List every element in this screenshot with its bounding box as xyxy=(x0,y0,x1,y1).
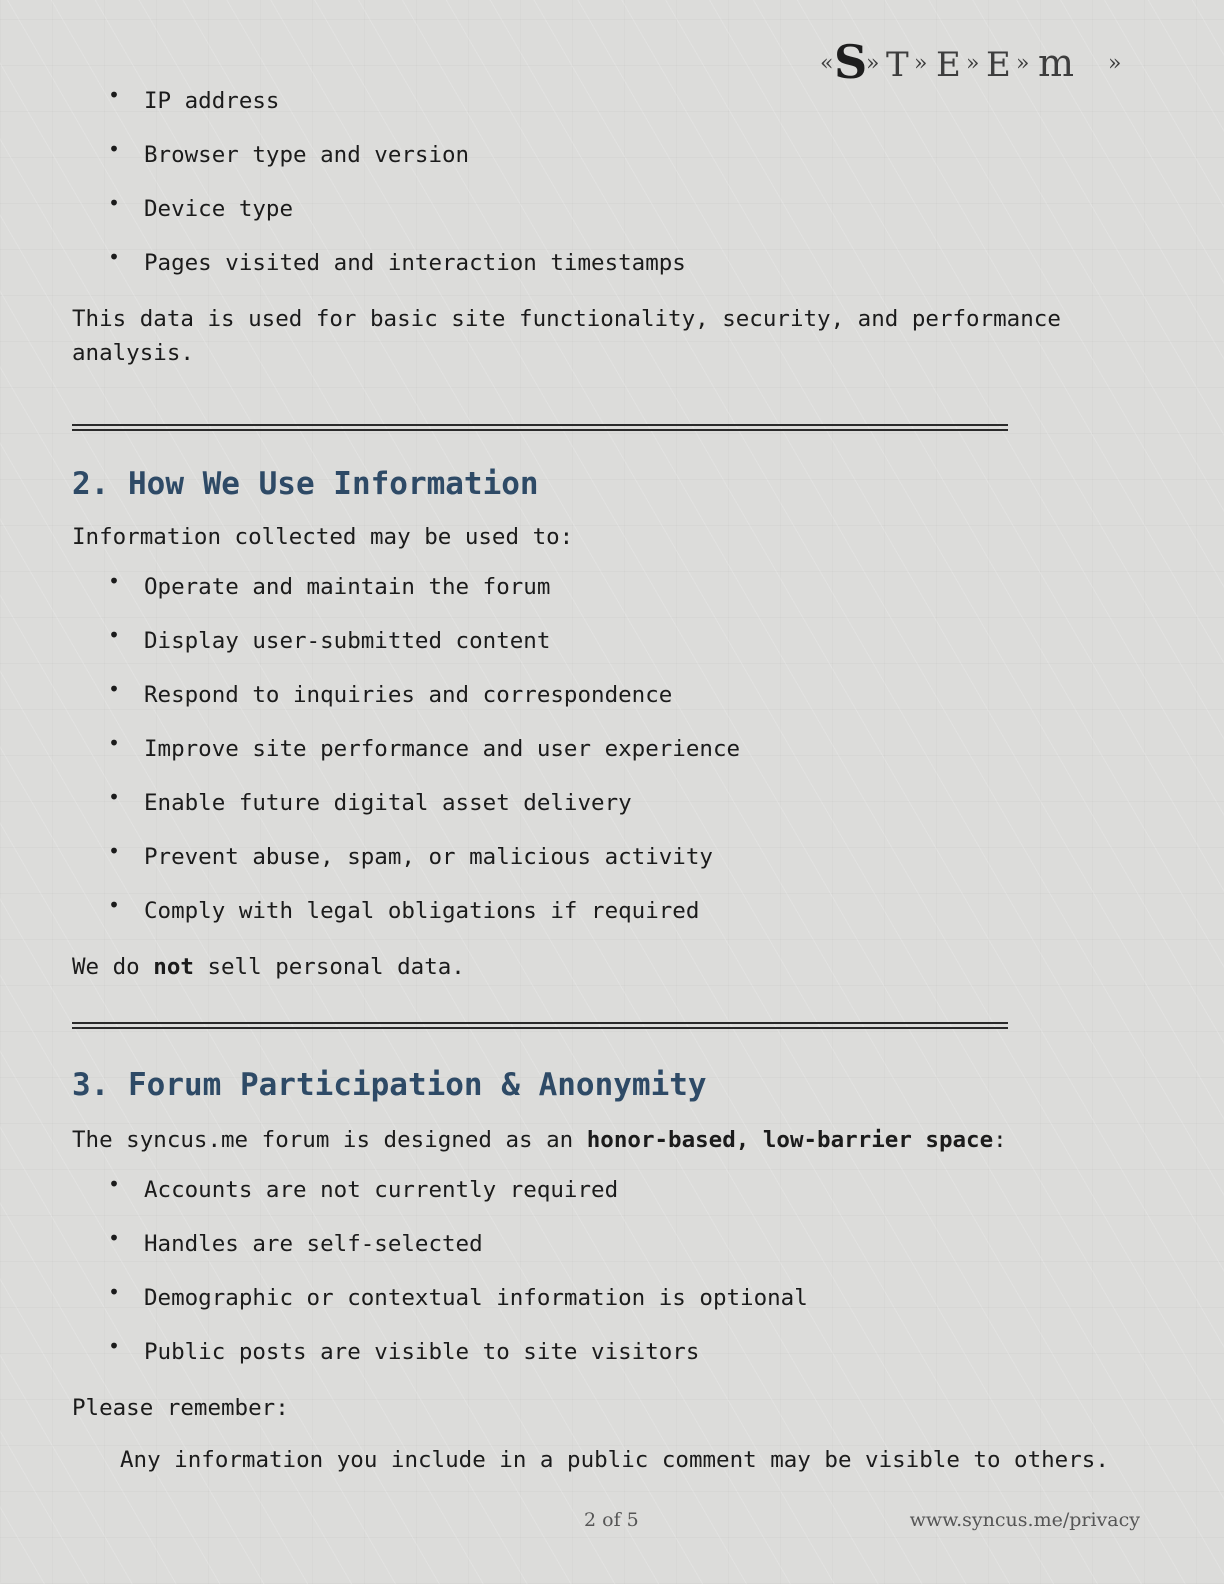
svg-text:S: S xyxy=(834,35,868,86)
document-body xyxy=(72,86,1152,1477)
list-item: • Device type xyxy=(72,194,1152,224)
section-divider xyxy=(72,424,1008,431)
usage-list xyxy=(72,572,1152,926)
section1-closing-text: This data is used for basic site functionality, security, and performance analysis. xyxy=(72,306,1061,366)
no-sell-pre: We do xyxy=(72,954,154,980)
steem-logo-icon xyxy=(820,34,1138,86)
list-item: • Prevent abuse, spam, or malicious activity xyxy=(72,842,1152,872)
remember-label: Please remember: xyxy=(72,1395,289,1421)
svg-text:E: E xyxy=(986,45,1011,85)
svg-text:»: » xyxy=(1108,51,1122,76)
section3-heading: 3. Forum Participation & Anonymity xyxy=(72,1067,707,1103)
svg-text:m: m xyxy=(1038,41,1075,85)
intro-bold: honor-based, low-barrier space xyxy=(586,1127,994,1153)
list-item: • Display user-submitted content xyxy=(72,626,1152,656)
public-comment-notice: Any information you include in a public comment may be visible to others. xyxy=(120,1447,1109,1473)
intro-pre: The syncus.me forum is designed as an xyxy=(72,1127,587,1153)
participation-list xyxy=(72,1175,1152,1367)
list-item: • Improve site performance and user experience xyxy=(72,734,1152,764)
list-item: • Handles are self-selected xyxy=(72,1229,1152,1259)
no-sell-bold: not xyxy=(153,954,194,980)
svg-text:»: » xyxy=(914,51,928,76)
intro-post: : xyxy=(993,1127,1007,1153)
list-item: • Enable future digital asset delivery xyxy=(72,788,1152,818)
list-item: • Pages visited and interaction timestamps xyxy=(72,248,1152,278)
list-item: • Respond to inquiries and correspondence xyxy=(72,680,1152,710)
footer-url: www.syncus.me/privacy xyxy=(909,1509,1140,1531)
svg-text:«: « xyxy=(820,51,834,76)
svg-text:E: E xyxy=(936,45,961,85)
section3-intro xyxy=(72,1123,1152,1157)
svg-text:»: » xyxy=(866,51,880,76)
no-sell-post: sell personal data. xyxy=(193,954,465,980)
collected-data-list xyxy=(72,86,1152,278)
list-item: • Browser type and version xyxy=(72,140,1152,170)
list-item: • Comply with legal obligations if required xyxy=(72,896,1152,926)
page-number: 2 of 5 xyxy=(584,1509,639,1531)
list-item: • Operate and maintain the forum xyxy=(72,572,1152,602)
list-item: • IP address xyxy=(72,86,1152,116)
section2-intro: Information collected may be used to: xyxy=(72,524,574,550)
svg-text:»: » xyxy=(966,51,980,76)
svg-text:T: T xyxy=(886,45,909,85)
svg-text:»: » xyxy=(1016,51,1030,76)
section-divider xyxy=(72,1022,1008,1029)
no-sell-statement xyxy=(72,950,1152,984)
list-item: • Accounts are not currently required xyxy=(72,1175,1152,1205)
list-item: • Demographic or contextual information is optional xyxy=(72,1283,1152,1313)
section2-heading: 2. How We Use Information xyxy=(72,466,539,502)
list-item: • Public posts are visible to site visitors xyxy=(72,1337,1152,1367)
